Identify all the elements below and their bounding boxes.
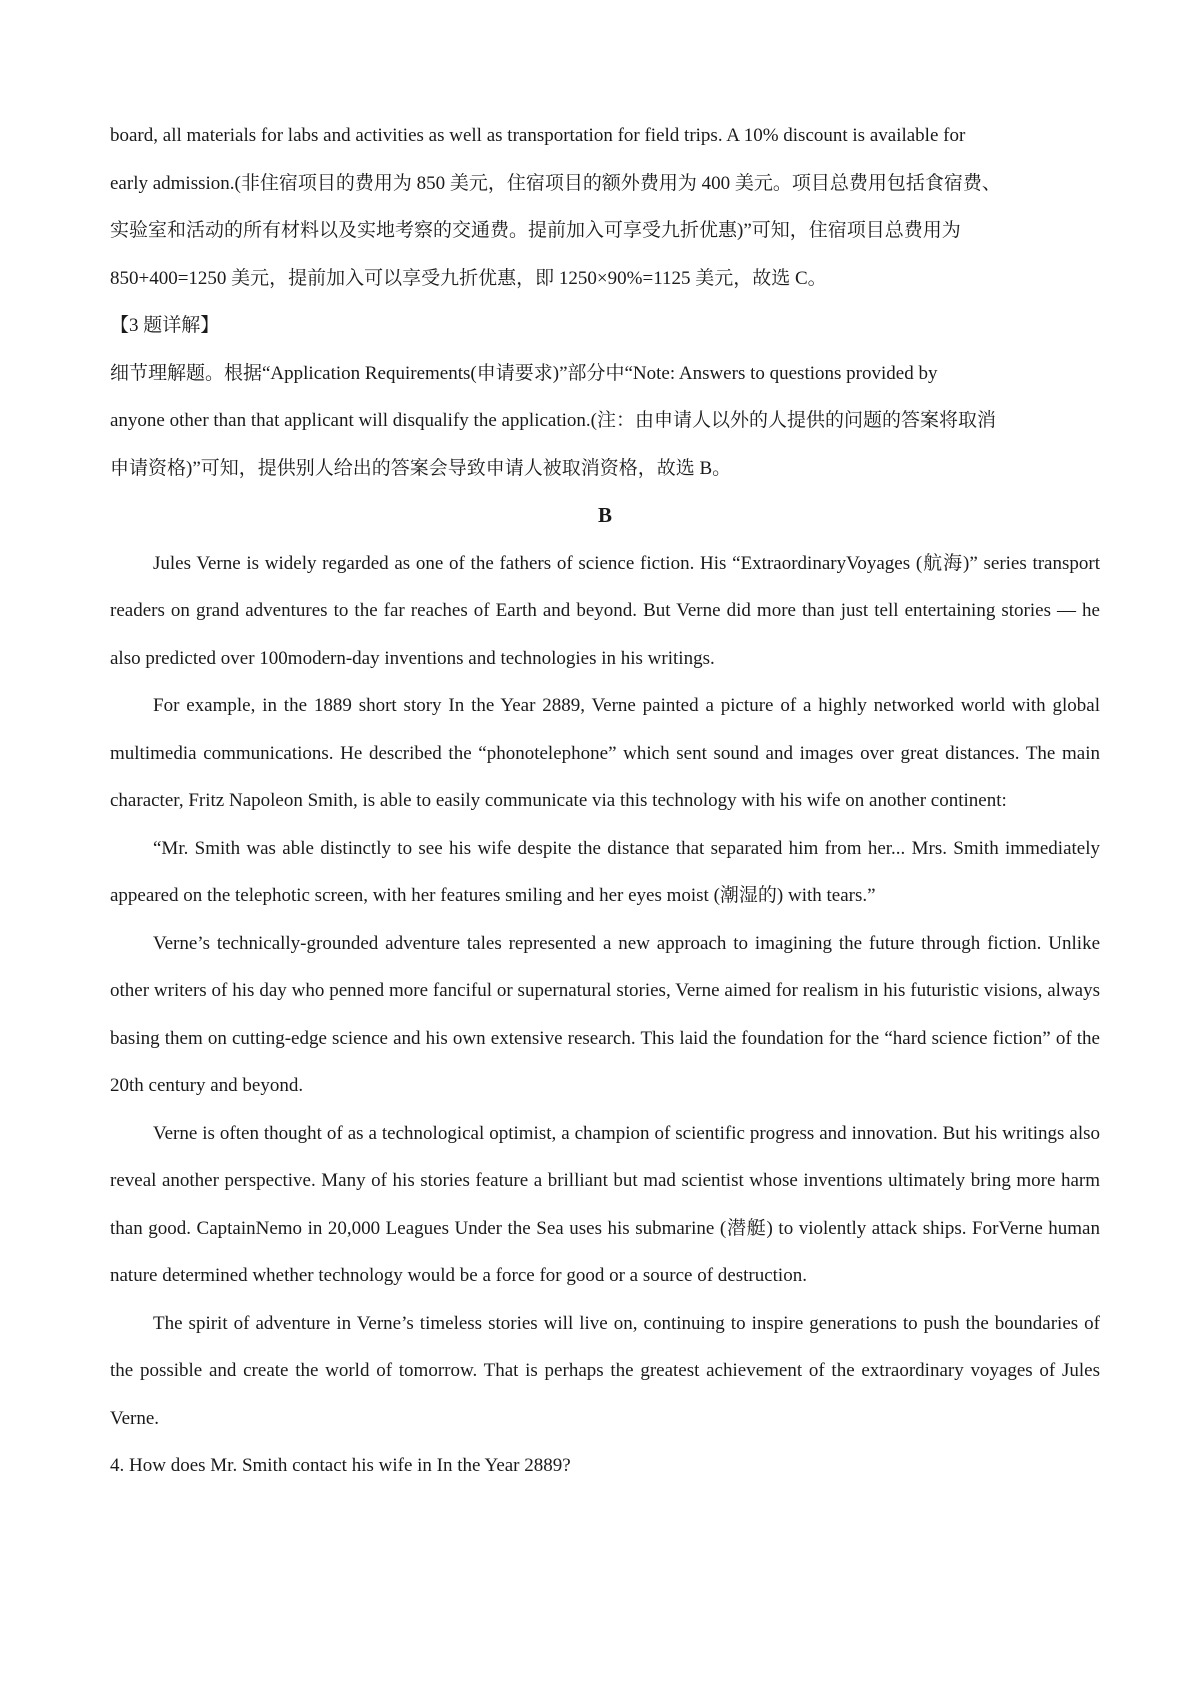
passage-paragraph: Verne is often thought of as a technological optimist, a champion of scientific progress and innovation. But his writings also reveal another perspective. Many of his stories feature a brilliant but mad scientist whose inventions ultimately bring more harm than good. CaptainNemo in 20,000 Leagues Under the Sea uses his submarine (潜艇) to violently attack ships. ForVerne human nature determined whether technology would be a force for good or a source of destruction. xyxy=(110,1122,1100,1286)
section-b-title: B xyxy=(597,503,612,527)
answer3-line: 申请资格)”可知，提供别人给出的答案会导致申请人被取消资格，故选 B。 xyxy=(110,457,732,479)
question-4: 4. How does Mr. Smith contact his wife in In the Year 2889? xyxy=(110,1455,571,1476)
answer3-heading: 【3 题详解】 xyxy=(110,315,220,336)
answer2-line: 850+400=1250 美元，提前加入可以享受九折优惠，即 1250×90%=1125 美元，故选 C。 xyxy=(110,267,827,289)
answer2-line: board, all materials for labs and activities as well as transportation for field trips. A 10% discount is available for xyxy=(110,125,966,146)
answer3-line: anyone other than that applicant will disqualify the application.(注：由申请人以外的人提供的问题的答案将取消 xyxy=(110,410,996,431)
passage-paragraph: Jules Verne is widely regarded as one of the fathers of science fiction. His “ExtraordinaryVoyages (航海)” series transport readers on grand adventures to the far reaches of Earth and beyond. But Verne did more than just tell entertaining stories — he also predicted over 100modern-day inventions and technologies in his writings. xyxy=(110,552,1100,669)
document-page xyxy=(110,112,1100,1490)
passage-paragraph: Verne’s technically-grounded adventure tales represented a new approach to imagining the future through fiction. Unlike other writers of his day who penned more fanciful or supernatural stories, Verne aimed for realism in his futuristic visions, always basing them on cutting-edge science and his own extensive research. This laid the foundation for the “hard science fiction” of the 20th century and beyond. xyxy=(110,932,1100,1096)
passage-quote-paragraph: “Mr. Smith was able distinctly to see his wife despite the distance that separated him from her... Mrs. Smith immediately appeared on the telephotic screen, with her features smiling and her eyes moist (潮湿的) with tears.” xyxy=(110,837,1100,906)
passage-paragraph: For example, in the 1889 short story In the Year 2889, Verne painted a picture of a highly networked world with global multimedia communications. He described the “phonotelephone” which sent sound and images over great distances. The main character, Fritz Napoleon Smith, is able to easily communicate via this technology with his wife on another continent: xyxy=(110,695,1100,811)
answer3-line: 细节理解题。根据“Application Requirements(申请要求)”部分中“Note: Answers to questions provided by xyxy=(110,362,938,384)
answer2-line: 实验室和活动的所有材料以及实地考察的交通费。提前加入可享受九折优惠)”可知，住宿项目总费用为 xyxy=(110,220,961,241)
answer2-line: early admission.(非住宿项目的费用为 850 美元，住宿项目的额外费用为 400 美元。项目总费用包括食宿费、 xyxy=(110,172,1001,194)
passage-paragraph: The spirit of adventure in Verne’s timeless stories will live on, continuing to inspire generations to push the boundaries of the possible and create the world of tomorrow. That is perhaps the greatest achievement of the extraordinary voyages of Jules Verne. xyxy=(110,1312,1100,1429)
